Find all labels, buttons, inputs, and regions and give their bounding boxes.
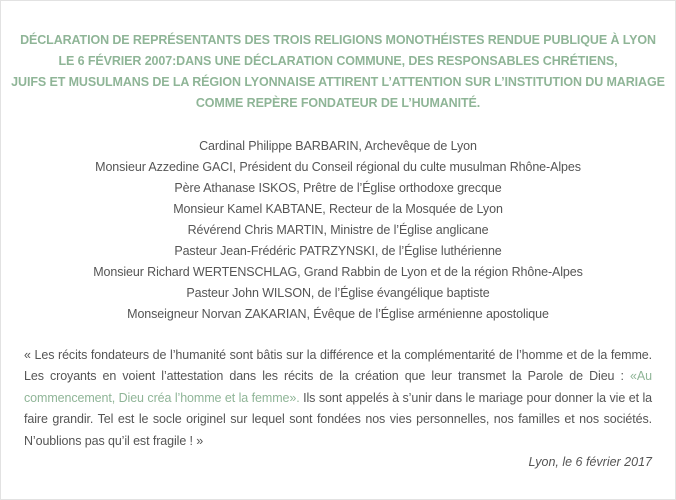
quote-text: « Les récits fondateurs de l’humanité sont bâtis sur la différence et la complémentarité de l’homme et de la femme. Les croyants en voient l’attestation dans les récits de la création que leur transmet la Parole de Dieu : [24, 348, 652, 384]
signatory: Monsieur Richard WERTENSCHLAG, Grand Rabbin de Lyon et de la région Rhône-Alpes [93, 265, 583, 279]
heading-line: JUIFS ET MUSULMANS DE LA RÉGION LYONNAISE ATTIRENT L’ATTENTION SUR L’INSTITUTION DU MARIAGE [11, 75, 665, 89]
signatory: Pasteur John WILSON, de l’Église évangélique baptiste [186, 286, 490, 300]
heading-line: LE 6 FÉVRIER 2007:DANS UNE DÉCLARATION COMMUNE, DES RESPONSABLES CHRÉTIENS, [58, 54, 618, 68]
heading-line: COMME REPÈRE FONDATEUR DE L’HUMANITÉ. [195, 96, 481, 110]
signatory: Cardinal Philippe BARBARIN, Archevêque de Lyon [199, 139, 477, 153]
scripture-quote: «Au commencement, Dieu créa l’homme et la femme». [24, 369, 652, 405]
signatory: Monsieur Kamel KABTANE, Recteur de la Mosquée de Lyon [173, 202, 503, 216]
signatory: Pasteur Jean-Frédéric PATRZYNSKI, de l’Église luthérienne [174, 244, 502, 258]
signatory: Monsieur Azzedine GACI, Président du Conseil régional du culte musulman Rhône-Alpes [95, 160, 581, 174]
signatory: Père Athanase ISKOS, Prêtre de l’Église orthodoxe grecque [174, 181, 502, 195]
heading-line: DÉCLARATION DE REPRÉSENTANTS DES TROIS RELIGIONS MONOTHÉISTES RENDUE PUBLIQUE À LYON [20, 33, 656, 47]
signatory: Révérend Chris MARTIN, Ministre de l’Église anglicane [187, 223, 489, 237]
declaration-heading [0, 30, 676, 114]
signatory: Monseigneur Norvan ZAKARIAN, Évêque de l’Église arménienne apostolique [127, 307, 549, 321]
declaration-quote [24, 345, 652, 452]
signatories-list [0, 136, 676, 325]
quote-text-continued: Ils sont appelés à s’unir dans le mariage pour donner la vie et la faire grandir. Tel est le socle originel sur lequel sont fondées nos vies personnelles, nos familles et nos sociétés. N’oublions pas qu’il est fragile ! » [24, 390, 652, 448]
dateline: Lyon, le 6 février 2017 [528, 455, 652, 469]
